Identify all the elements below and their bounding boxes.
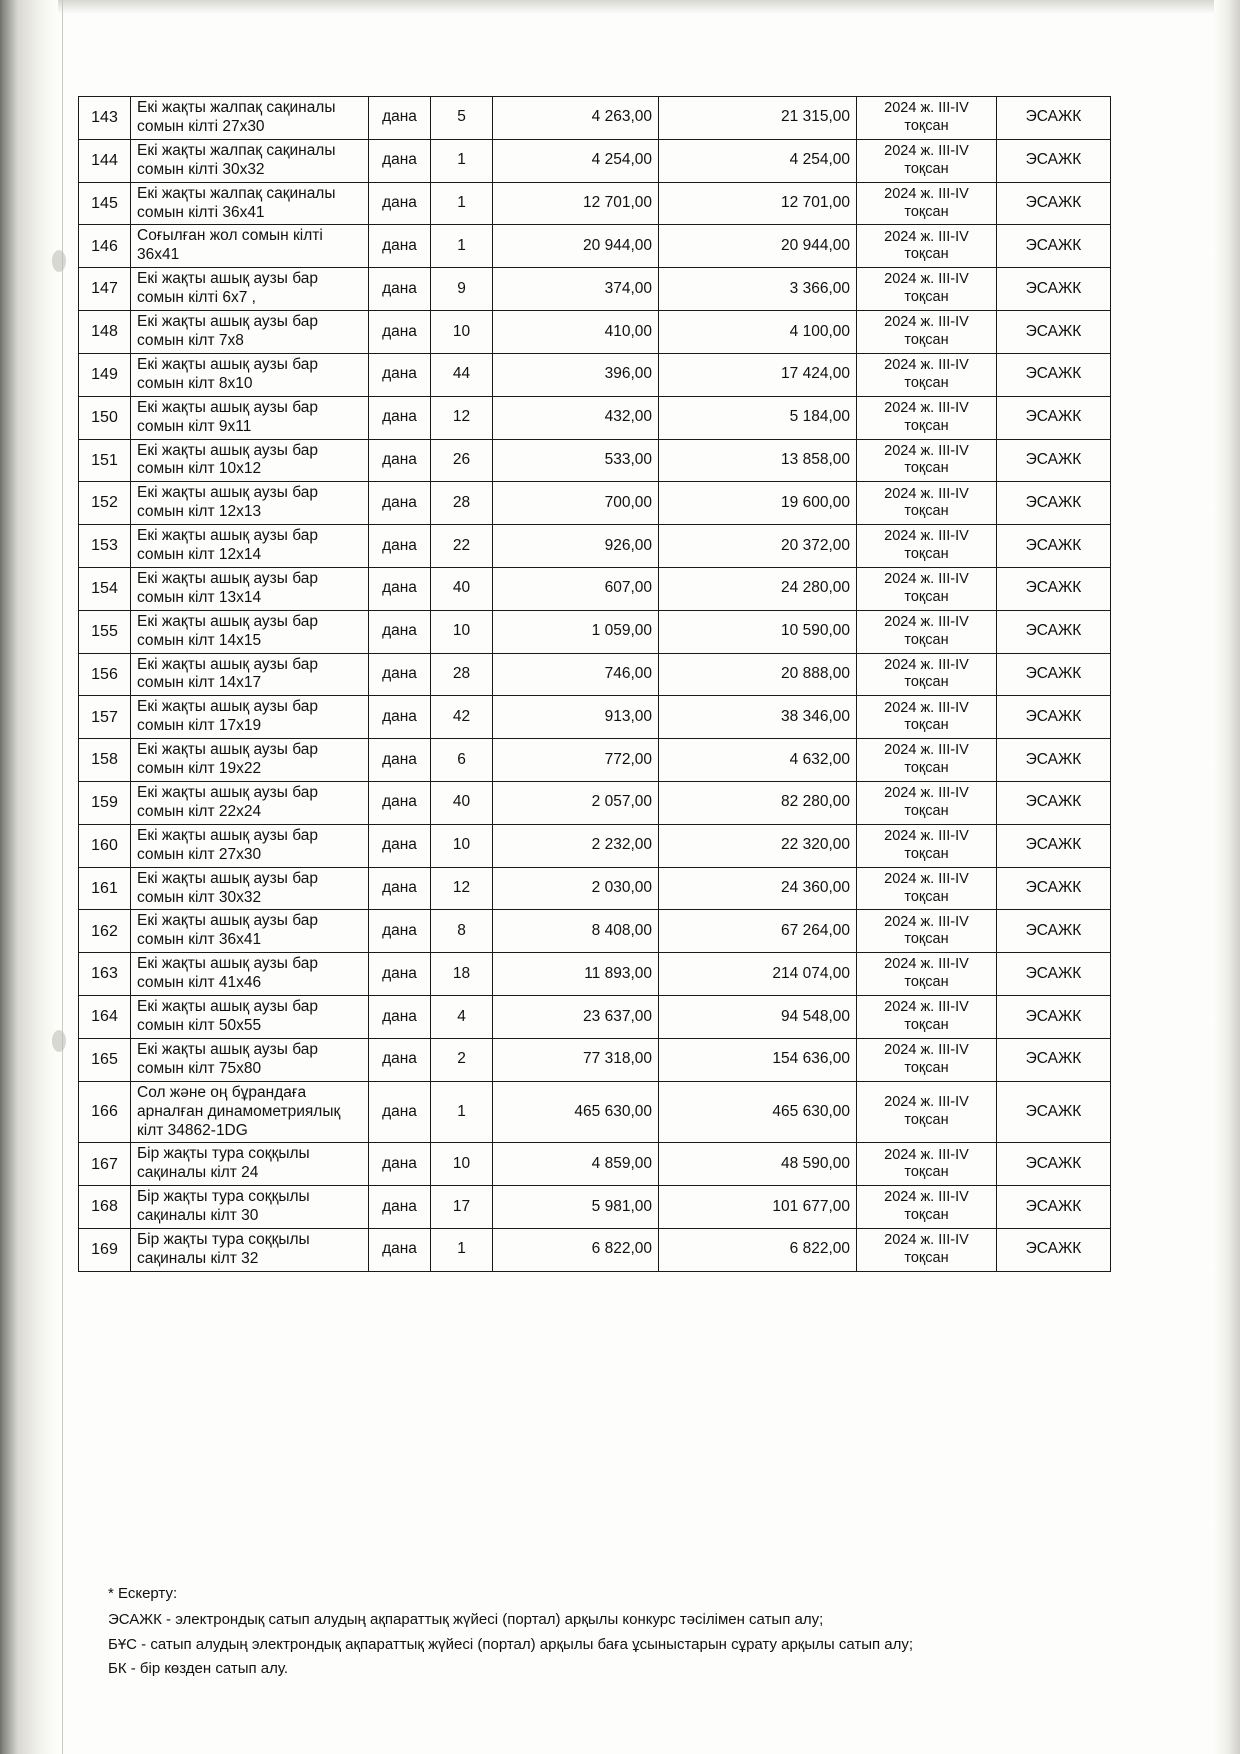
row-unit: дана bbox=[369, 225, 431, 268]
row-number: 144 bbox=[79, 139, 131, 182]
footnote-line-2: БҰС - сатып алудың электрондық ақпараттық жүйесі (портал) арқылы баға ұсыныстарын сұрату арқылы сатып алу; bbox=[108, 1635, 914, 1653]
row-method: ЭСАЖК bbox=[997, 653, 1111, 696]
row-total-sum: 24 360,00 bbox=[659, 867, 857, 910]
row-number: 168 bbox=[79, 1186, 131, 1229]
row-method: ЭСАЖК bbox=[997, 525, 1111, 568]
row-total-sum: 48 590,00 bbox=[659, 1143, 857, 1186]
row-total-sum: 6 822,00 bbox=[659, 1229, 857, 1272]
row-total-sum: 67 264,00 bbox=[659, 910, 857, 953]
row-quantity: 12 bbox=[431, 867, 493, 910]
table-row bbox=[79, 182, 1111, 225]
row-unit-price: 746,00 bbox=[493, 653, 659, 696]
row-term: 2024 ж. III-IV тоқсан bbox=[857, 867, 997, 910]
row-term: 2024 ж. III-IV тоқсан bbox=[857, 953, 997, 996]
row-quantity: 44 bbox=[431, 353, 493, 396]
row-total-sum: 20 944,00 bbox=[659, 225, 857, 268]
row-total-sum: 4 632,00 bbox=[659, 739, 857, 782]
row-unit-price: 6 822,00 bbox=[493, 1229, 659, 1272]
row-unit-price: 2 057,00 bbox=[493, 782, 659, 825]
row-term: 2024 ж. III-IV тоқсан bbox=[857, 439, 997, 482]
row-quantity: 5 bbox=[431, 97, 493, 140]
row-number: 148 bbox=[79, 311, 131, 354]
row-item-name: Екі жақты ашық аузы бар сомын кілт 7x8 bbox=[131, 311, 369, 354]
row-item-name: Екі жақты ашық аузы бар сомын кілті 6x7 , bbox=[131, 268, 369, 311]
row-unit-price: 926,00 bbox=[493, 525, 659, 568]
row-number: 150 bbox=[79, 396, 131, 439]
row-method: ЭСАЖК bbox=[997, 225, 1111, 268]
row-item-name: Екі жақты ашық аузы бар сомын кілт 41x46 bbox=[131, 953, 369, 996]
row-total-sum: 19 600,00 bbox=[659, 482, 857, 525]
row-quantity: 28 bbox=[431, 653, 493, 696]
row-method: ЭСАЖК bbox=[997, 396, 1111, 439]
row-unit-price: 396,00 bbox=[493, 353, 659, 396]
binder-hole-bottom bbox=[52, 1030, 66, 1052]
table-row bbox=[79, 311, 1111, 354]
row-total-sum: 10 590,00 bbox=[659, 610, 857, 653]
row-term: 2024 ж. III-IV тоқсан bbox=[857, 182, 997, 225]
table-row bbox=[79, 1143, 1111, 1186]
row-number: 153 bbox=[79, 525, 131, 568]
row-unit: дана bbox=[369, 910, 431, 953]
row-unit-price: 432,00 bbox=[493, 396, 659, 439]
row-unit: дана bbox=[369, 396, 431, 439]
row-unit: дана bbox=[369, 268, 431, 311]
table-row bbox=[79, 696, 1111, 739]
row-unit-price: 8 408,00 bbox=[493, 910, 659, 953]
row-quantity: 42 bbox=[431, 696, 493, 739]
row-term: 2024 ж. III-IV тоқсан bbox=[857, 225, 997, 268]
row-unit: дана bbox=[369, 610, 431, 653]
row-unit: дана bbox=[369, 1081, 431, 1143]
page-left-binding-shadow bbox=[0, 0, 58, 1754]
row-quantity: 10 bbox=[431, 824, 493, 867]
table-row bbox=[79, 867, 1111, 910]
row-unit: дана bbox=[369, 353, 431, 396]
row-term: 2024 ж. III-IV тоқсан bbox=[857, 97, 997, 140]
row-total-sum: 38 346,00 bbox=[659, 696, 857, 739]
row-item-name: Соғылған жол сомын кілті 36x41 bbox=[131, 225, 369, 268]
row-unit: дана bbox=[369, 1038, 431, 1081]
row-term: 2024 ж. III-IV тоқсан bbox=[857, 610, 997, 653]
row-term: 2024 ж. III-IV тоқсан bbox=[857, 1081, 997, 1143]
row-total-sum: 465 630,00 bbox=[659, 1081, 857, 1143]
row-quantity: 10 bbox=[431, 1143, 493, 1186]
table-row bbox=[79, 739, 1111, 782]
row-item-name: Екі жақты ашық аузы бар сомын кілт 17x19 bbox=[131, 696, 369, 739]
row-item-name: Бір жақты тура соққылы сақиналы кілт 30 bbox=[131, 1186, 369, 1229]
row-number: 145 bbox=[79, 182, 131, 225]
row-unit-price: 1 059,00 bbox=[493, 610, 659, 653]
row-total-sum: 20 888,00 bbox=[659, 653, 857, 696]
row-item-name: Бір жақты тура соққылы сақиналы кілт 24 bbox=[131, 1143, 369, 1186]
procurement-plan-table-region bbox=[78, 96, 1110, 1272]
row-unit: дана bbox=[369, 1143, 431, 1186]
row-quantity: 1 bbox=[431, 139, 493, 182]
row-method: ЭСАЖК bbox=[997, 182, 1111, 225]
row-total-sum: 21 315,00 bbox=[659, 97, 857, 140]
row-item-name: Сол және оң бұрандаға арналған динамометриялық кілт 34862-1DG bbox=[131, 1081, 369, 1143]
row-method: ЭСАЖК bbox=[997, 567, 1111, 610]
row-item-name: Екі жақты ашық аузы бар сомын кілт 9x11 bbox=[131, 396, 369, 439]
footnote-line-1: ЭСАЖК - электрондық сатып алудың ақпараттық жүйесі (портал) арқылы конкурс тәсілімен сатып алу; bbox=[108, 1611, 824, 1629]
table-row bbox=[79, 225, 1111, 268]
row-unit: дана bbox=[369, 996, 431, 1039]
row-quantity: 6 bbox=[431, 739, 493, 782]
row-unit: дана bbox=[369, 525, 431, 568]
table-row bbox=[79, 782, 1111, 825]
row-unit: дана bbox=[369, 97, 431, 140]
row-item-name: Екі жақты ашық аузы бар сомын кілт 10x12 bbox=[131, 439, 369, 482]
row-method: ЭСАЖК bbox=[997, 953, 1111, 996]
table-row bbox=[79, 268, 1111, 311]
row-method: ЭСАЖК bbox=[997, 867, 1111, 910]
table-row bbox=[79, 97, 1111, 140]
table-row bbox=[79, 139, 1111, 182]
row-unit: дана bbox=[369, 311, 431, 354]
row-quantity: 22 bbox=[431, 525, 493, 568]
row-unit-price: 4 859,00 bbox=[493, 1143, 659, 1186]
row-quantity: 40 bbox=[431, 567, 493, 610]
row-total-sum: 82 280,00 bbox=[659, 782, 857, 825]
row-number: 169 bbox=[79, 1229, 131, 1272]
row-method: ЭСАЖК bbox=[997, 1186, 1111, 1229]
row-total-sum: 154 636,00 bbox=[659, 1038, 857, 1081]
row-item-name: Екі жақты ашық аузы бар сомын кілт 14x17 bbox=[131, 653, 369, 696]
row-unit-price: 533,00 bbox=[493, 439, 659, 482]
footnote-line-3: БК - бір көзден сатып алу. bbox=[108, 1659, 289, 1677]
row-term: 2024 ж. III-IV тоқсан bbox=[857, 824, 997, 867]
row-unit-price: 5 981,00 bbox=[493, 1186, 659, 1229]
footnotes-block bbox=[108, 1582, 1088, 1681]
table-row bbox=[79, 353, 1111, 396]
row-method: ЭСАЖК bbox=[997, 696, 1111, 739]
table-row bbox=[79, 1229, 1111, 1272]
page-top-shadow bbox=[0, 0, 1240, 14]
table-row bbox=[79, 1038, 1111, 1081]
row-item-name: Екі жақты ашық аузы бар сомын кілт 27x30 bbox=[131, 824, 369, 867]
row-quantity: 26 bbox=[431, 439, 493, 482]
row-number: 160 bbox=[79, 824, 131, 867]
table-row bbox=[79, 953, 1111, 996]
row-quantity: 18 bbox=[431, 953, 493, 996]
table-row bbox=[79, 824, 1111, 867]
row-total-sum: 4 254,00 bbox=[659, 139, 857, 182]
row-term: 2024 ж. III-IV тоқсан bbox=[857, 567, 997, 610]
row-method: ЭСАЖК bbox=[997, 1229, 1111, 1272]
row-method: ЭСАЖК bbox=[997, 610, 1111, 653]
table-row bbox=[79, 525, 1111, 568]
row-quantity: 8 bbox=[431, 910, 493, 953]
row-method: ЭСАЖК bbox=[997, 139, 1111, 182]
row-item-name: Екі жақты ашық аузы бар сомын кілт 12x14 bbox=[131, 525, 369, 568]
row-unit: дана bbox=[369, 182, 431, 225]
row-total-sum: 101 677,00 bbox=[659, 1186, 857, 1229]
row-term: 2024 ж. III-IV тоқсан bbox=[857, 910, 997, 953]
row-method: ЭСАЖК bbox=[997, 1081, 1111, 1143]
row-unit-price: 700,00 bbox=[493, 482, 659, 525]
row-total-sum: 13 858,00 bbox=[659, 439, 857, 482]
row-quantity: 10 bbox=[431, 311, 493, 354]
row-number: 155 bbox=[79, 610, 131, 653]
row-unit-price: 607,00 bbox=[493, 567, 659, 610]
row-quantity: 17 bbox=[431, 1186, 493, 1229]
row-number: 163 bbox=[79, 953, 131, 996]
table-row bbox=[79, 653, 1111, 696]
table-row bbox=[79, 439, 1111, 482]
row-unit-price: 772,00 bbox=[493, 739, 659, 782]
row-number: 161 bbox=[79, 867, 131, 910]
row-number: 167 bbox=[79, 1143, 131, 1186]
row-unit-price: 410,00 bbox=[493, 311, 659, 354]
row-item-name: Екі жақты ашық аузы бар сомын кілт 12x13 bbox=[131, 482, 369, 525]
row-unit-price: 4 254,00 bbox=[493, 139, 659, 182]
row-item-name: Екі жақты ашық аузы бар сомын кілт 8x10 bbox=[131, 353, 369, 396]
row-item-name: Бір жақты тура соққылы сақиналы кілт 32 bbox=[131, 1229, 369, 1272]
table-row bbox=[79, 567, 1111, 610]
row-quantity: 1 bbox=[431, 225, 493, 268]
row-unit: дана bbox=[369, 782, 431, 825]
row-term: 2024 ж. III-IV тоқсан bbox=[857, 1229, 997, 1272]
row-quantity: 12 bbox=[431, 396, 493, 439]
table-row bbox=[79, 996, 1111, 1039]
row-item-name: Екі жақты ашық аузы бар сомын кілт 36x41 bbox=[131, 910, 369, 953]
row-total-sum: 17 424,00 bbox=[659, 353, 857, 396]
row-quantity: 40 bbox=[431, 782, 493, 825]
row-unit: дана bbox=[369, 1186, 431, 1229]
row-method: ЭСАЖК bbox=[997, 353, 1111, 396]
row-method: ЭСАЖК bbox=[997, 739, 1111, 782]
row-unit: дана bbox=[369, 867, 431, 910]
row-method: ЭСАЖК bbox=[997, 782, 1111, 825]
row-quantity: 28 bbox=[431, 482, 493, 525]
row-number: 166 bbox=[79, 1081, 131, 1143]
row-item-name: Екі жақты ашық аузы бар сомын кілт 13x14 bbox=[131, 567, 369, 610]
row-total-sum: 3 366,00 bbox=[659, 268, 857, 311]
row-term: 2024 ж. III-IV тоқсан bbox=[857, 525, 997, 568]
row-number: 146 bbox=[79, 225, 131, 268]
row-method: ЭСАЖК bbox=[997, 482, 1111, 525]
row-term: 2024 ж. III-IV тоқсан bbox=[857, 311, 997, 354]
row-unit: дана bbox=[369, 482, 431, 525]
row-unit: дана bbox=[369, 696, 431, 739]
row-quantity: 1 bbox=[431, 1229, 493, 1272]
row-term: 2024 ж. III-IV тоқсан bbox=[857, 782, 997, 825]
row-method: ЭСАЖК bbox=[997, 996, 1111, 1039]
row-term: 2024 ж. III-IV тоқсан bbox=[857, 696, 997, 739]
row-item-name: Екі жақты жалпақ сақиналы сомын кілті 30x32 bbox=[131, 139, 369, 182]
table-row bbox=[79, 1081, 1111, 1143]
table-row bbox=[79, 910, 1111, 953]
row-method: ЭСАЖК bbox=[997, 1038, 1111, 1081]
row-unit: дана bbox=[369, 1229, 431, 1272]
row-term: 2024 ж. III-IV тоқсан bbox=[857, 1038, 997, 1081]
row-number: 157 bbox=[79, 696, 131, 739]
row-term: 2024 ж. III-IV тоқсан bbox=[857, 996, 997, 1039]
row-item-name: Екі жақты ашық аузы бар сомын кілт 14x15 bbox=[131, 610, 369, 653]
row-term: 2024 ж. III-IV тоқсан bbox=[857, 482, 997, 525]
row-item-name: Екі жақты ашық аузы бар сомын кілт 22x24 bbox=[131, 782, 369, 825]
row-unit-price: 20 944,00 bbox=[493, 225, 659, 268]
row-term: 2024 ж. III-IV тоқсан bbox=[857, 1186, 997, 1229]
row-number: 151 bbox=[79, 439, 131, 482]
row-unit-price: 374,00 bbox=[493, 268, 659, 311]
row-unit-price: 465 630,00 bbox=[493, 1081, 659, 1143]
row-number: 149 bbox=[79, 353, 131, 396]
row-total-sum: 214 074,00 bbox=[659, 953, 857, 996]
row-unit: дана bbox=[369, 653, 431, 696]
row-method: ЭСАЖК bbox=[997, 439, 1111, 482]
row-method: ЭСАЖК bbox=[997, 910, 1111, 953]
row-total-sum: 22 320,00 bbox=[659, 824, 857, 867]
row-method: ЭСАЖК bbox=[997, 268, 1111, 311]
row-term: 2024 ж. III-IV тоқсан bbox=[857, 353, 997, 396]
row-method: ЭСАЖК bbox=[997, 97, 1111, 140]
row-method: ЭСАЖК bbox=[997, 311, 1111, 354]
table-row bbox=[79, 396, 1111, 439]
row-item-name: Екі жақты ашық аузы бар сомын кілт 75x80 bbox=[131, 1038, 369, 1081]
row-unit: дана bbox=[369, 824, 431, 867]
row-unit: дана bbox=[369, 567, 431, 610]
row-term: 2024 ж. III-IV тоқсан bbox=[857, 653, 997, 696]
row-term: 2024 ж. III-IV тоқсан bbox=[857, 268, 997, 311]
row-item-name: Екі жақты жалпақ сақиналы сомын кілті 36x41 bbox=[131, 182, 369, 225]
row-number: 159 bbox=[79, 782, 131, 825]
row-total-sum: 5 184,00 bbox=[659, 396, 857, 439]
row-total-sum: 20 372,00 bbox=[659, 525, 857, 568]
row-total-sum: 4 100,00 bbox=[659, 311, 857, 354]
row-unit-price: 12 701,00 bbox=[493, 182, 659, 225]
row-quantity: 1 bbox=[431, 182, 493, 225]
row-unit: дана bbox=[369, 439, 431, 482]
row-number: 158 bbox=[79, 739, 131, 782]
row-number: 154 bbox=[79, 567, 131, 610]
row-unit: дана bbox=[369, 139, 431, 182]
row-unit-price: 23 637,00 bbox=[493, 996, 659, 1039]
row-method: ЭСАЖК bbox=[997, 1143, 1111, 1186]
row-term: 2024 ж. III-IV тоқсан bbox=[857, 1143, 997, 1186]
table-row bbox=[79, 610, 1111, 653]
row-method: ЭСАЖК bbox=[997, 824, 1111, 867]
row-number: 162 bbox=[79, 910, 131, 953]
row-quantity: 4 bbox=[431, 996, 493, 1039]
binder-hole-top bbox=[52, 250, 66, 272]
row-number: 156 bbox=[79, 653, 131, 696]
row-term: 2024 ж. III-IV тоқсан bbox=[857, 139, 997, 182]
row-total-sum: 12 701,00 bbox=[659, 182, 857, 225]
row-total-sum: 24 280,00 bbox=[659, 567, 857, 610]
row-number: 152 bbox=[79, 482, 131, 525]
row-unit-price: 913,00 bbox=[493, 696, 659, 739]
row-quantity: 2 bbox=[431, 1038, 493, 1081]
row-term: 2024 ж. III-IV тоқсан bbox=[857, 396, 997, 439]
row-number: 164 bbox=[79, 996, 131, 1039]
row-quantity: 9 bbox=[431, 268, 493, 311]
table-row bbox=[79, 482, 1111, 525]
row-number: 143 bbox=[79, 97, 131, 140]
row-item-name: Екі жақты ашық аузы бар сомын кілт 30x32 bbox=[131, 867, 369, 910]
row-term: 2024 ж. III-IV тоқсан bbox=[857, 739, 997, 782]
row-unit-price: 11 893,00 bbox=[493, 953, 659, 996]
row-number: 147 bbox=[79, 268, 131, 311]
row-item-name: Екі жақты жалпақ сақиналы сомын кілті 27x30 bbox=[131, 97, 369, 140]
row-unit-price: 2 232,00 bbox=[493, 824, 659, 867]
row-number: 165 bbox=[79, 1038, 131, 1081]
row-quantity: 1 bbox=[431, 1081, 493, 1143]
row-unit-price: 4 263,00 bbox=[493, 97, 659, 140]
row-quantity: 10 bbox=[431, 610, 493, 653]
row-item-name: Екі жақты ашық аузы бар сомын кілт 50x55 bbox=[131, 996, 369, 1039]
row-total-sum: 94 548,00 bbox=[659, 996, 857, 1039]
table-row bbox=[79, 1186, 1111, 1229]
row-unit-price: 2 030,00 bbox=[493, 867, 659, 910]
footnote-title: * Ескерту: bbox=[108, 1585, 178, 1602]
procurement-items-table bbox=[78, 96, 1111, 1272]
row-unit: дана bbox=[369, 953, 431, 996]
row-unit-price: 77 318,00 bbox=[493, 1038, 659, 1081]
page-right-shadow bbox=[1214, 0, 1240, 1754]
row-unit: дана bbox=[369, 739, 431, 782]
row-item-name: Екі жақты ашық аузы бар сомын кілт 19x22 bbox=[131, 739, 369, 782]
